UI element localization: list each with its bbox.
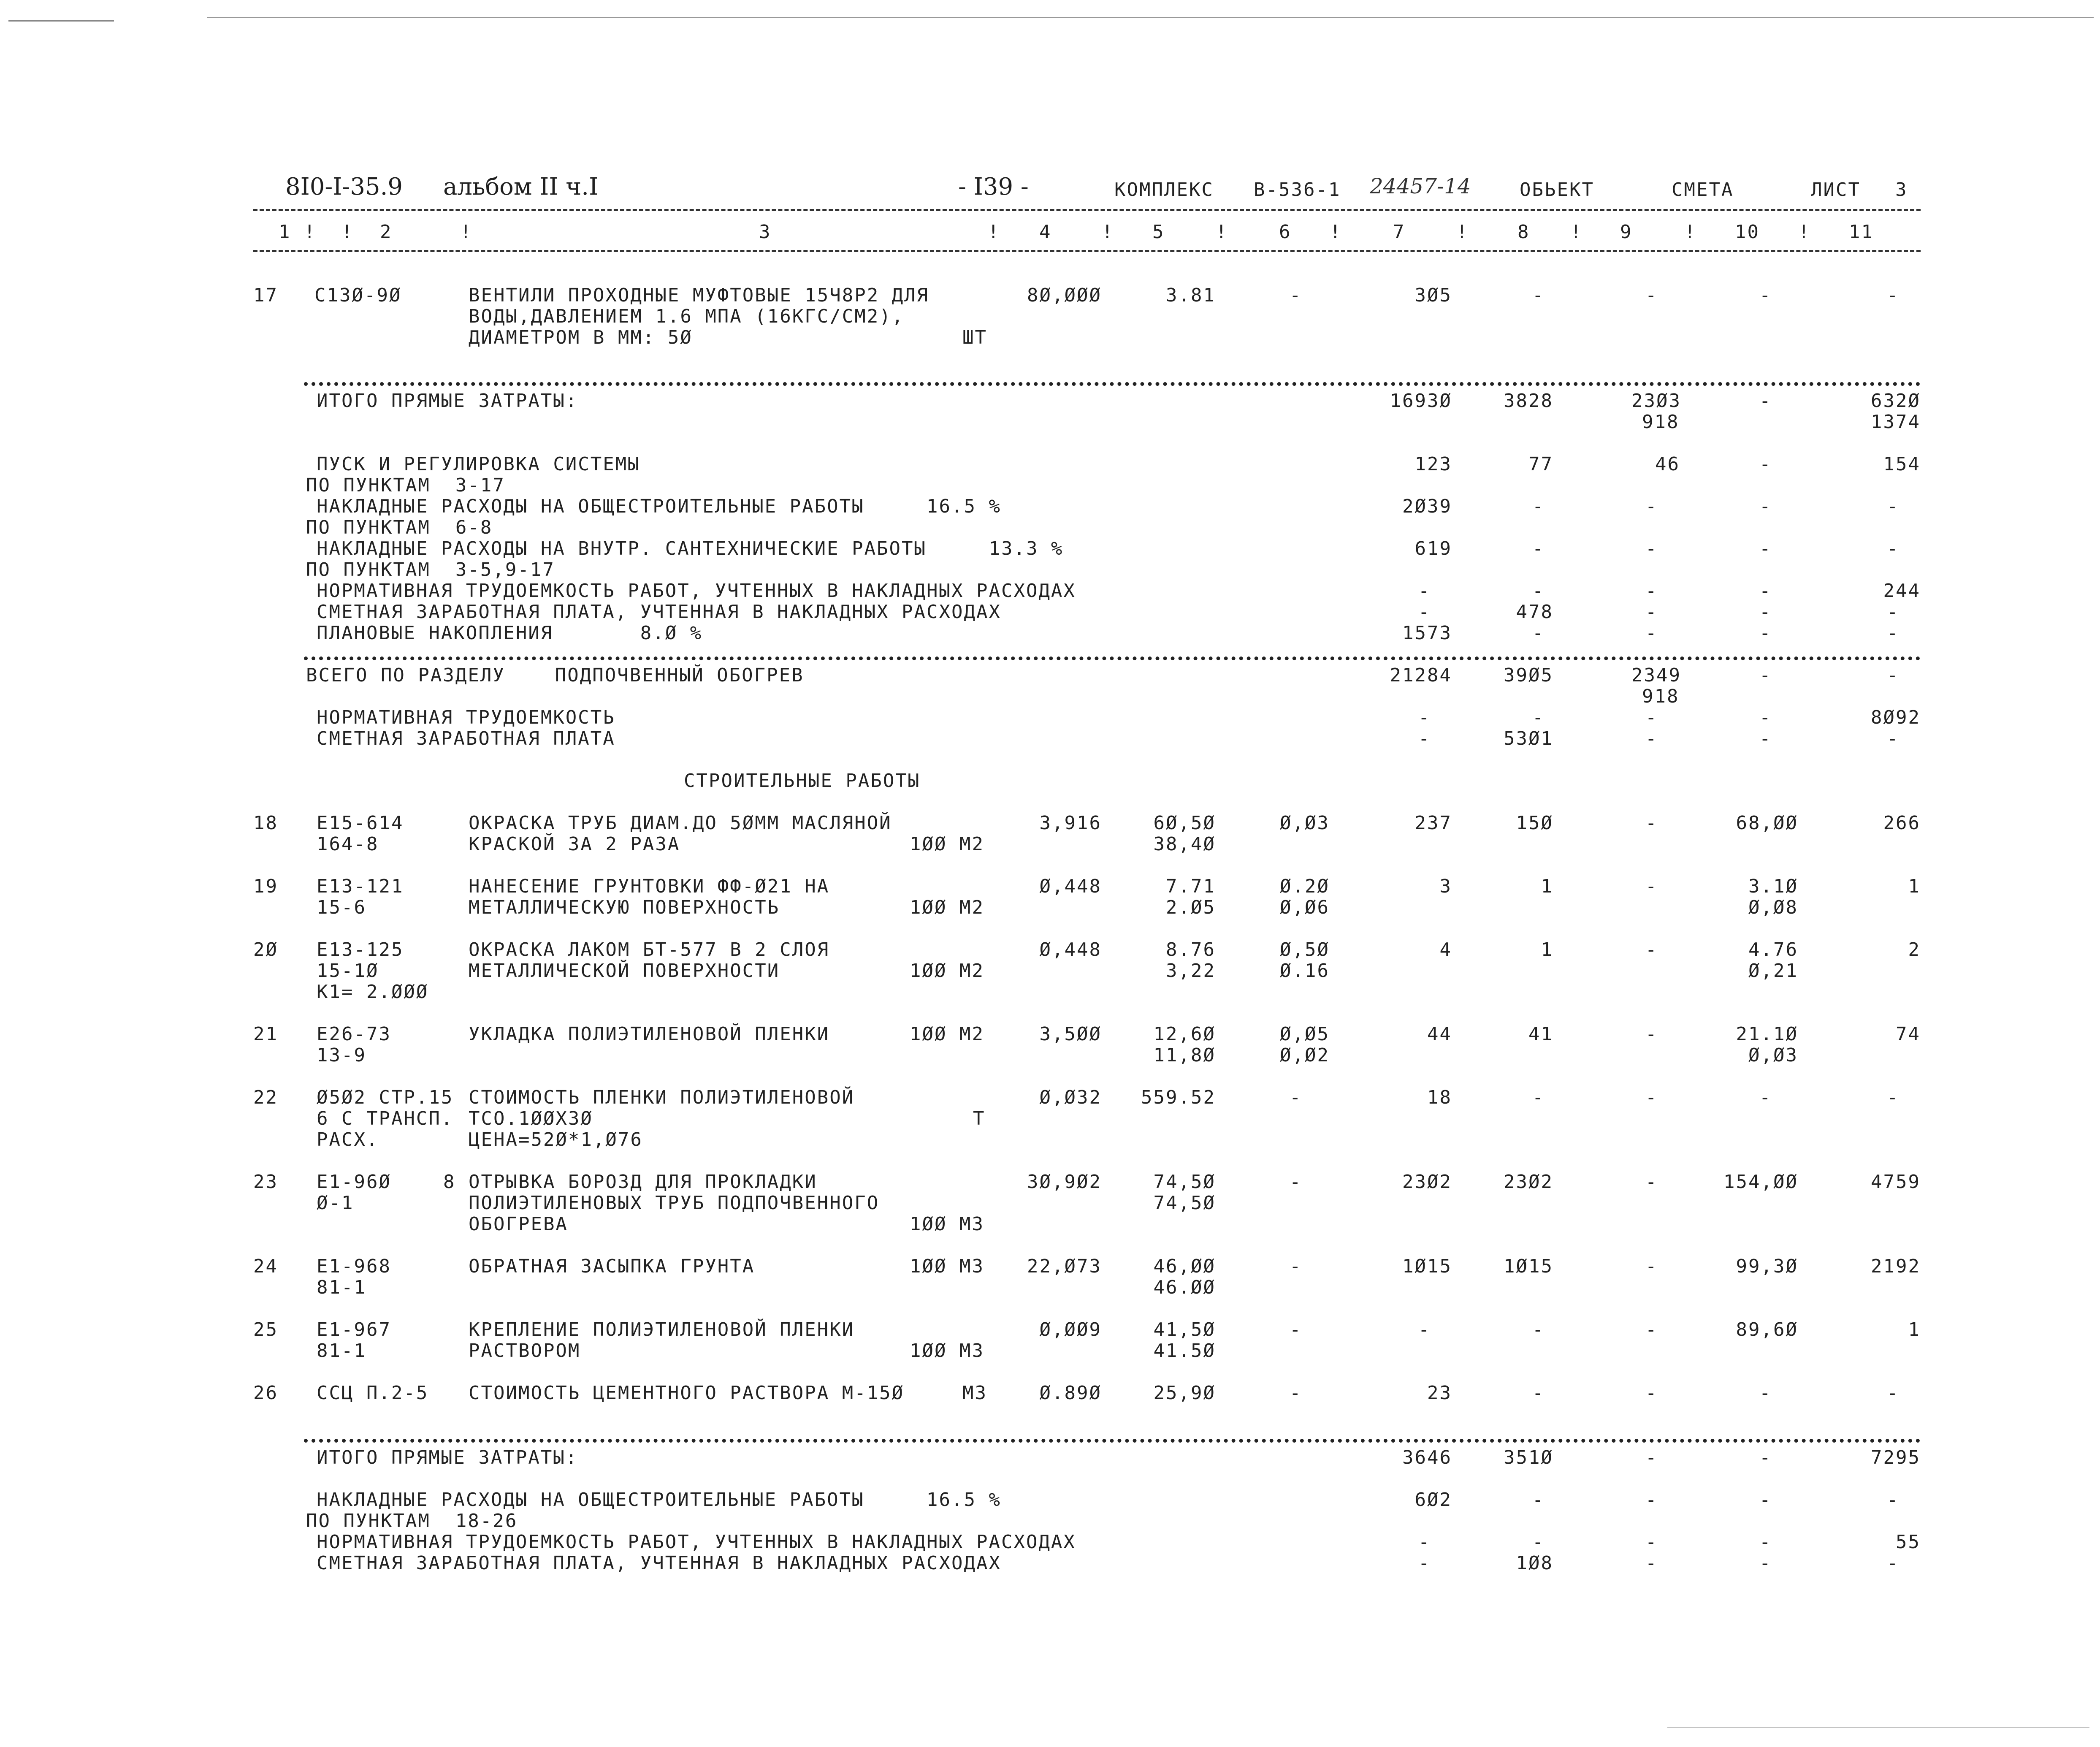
section-total-c9-sub: 918 — [1642, 686, 1680, 707]
row-c5: 559.52 — [1141, 1087, 1216, 1108]
dotted-rule — [304, 1439, 1921, 1443]
row-c5: 6Ø,5Ø — [1153, 812, 1216, 834]
row-c8: 15Ø — [1516, 812, 1553, 834]
overhead-c10: - — [1759, 1552, 1772, 1574]
overhead-c9: - — [1645, 622, 1658, 644]
dotted-rule — [304, 382, 1921, 386]
row-c5: 8.76 — [1166, 939, 1216, 960]
row-c5: 3,22 — [1166, 960, 1216, 982]
row-code: 6 С ТРАНСП. — [317, 1108, 454, 1129]
row-desc: МЕТАЛЛИЧЕСКОЙ ПОВЕРХНОСТИ — [469, 960, 780, 982]
col-sep: ! — [1798, 221, 1811, 243]
row-c8: - — [1532, 1382, 1545, 1404]
col-sep: ! — [1216, 221, 1228, 243]
row-code: Е15-614 — [317, 812, 404, 834]
row-c5: 25,9Ø — [1153, 1382, 1216, 1404]
row-code: С13Ø-9Ø — [314, 285, 402, 306]
row-code: 15-1Ø — [317, 960, 379, 982]
row-c10: 68,ØØ — [1736, 812, 1798, 834]
overhead-c11: 55 — [1896, 1531, 1921, 1553]
dotted-rule — [304, 656, 1921, 660]
overhead-label: СМЕТНАЯ ЗАРАБОТНАЯ ПЛАТА, УЧТЕННАЯ В НАКЛАДНЫХ РАСХОДАХ — [317, 1552, 1001, 1574]
section-norm-c9: - — [1645, 707, 1658, 728]
header-rule — [253, 209, 1921, 211]
row-c5: 74,5Ø — [1153, 1192, 1216, 1214]
row-c6: - — [1290, 1256, 1302, 1277]
overhead-c8: - — [1532, 580, 1545, 602]
overhead-c7: 619 — [1414, 538, 1452, 559]
row-c7: 44 — [1427, 1023, 1452, 1045]
row-c10: 99,3Ø — [1736, 1256, 1798, 1277]
overhead-c10: - — [1759, 622, 1772, 644]
row-c6: Ø,Ø6 — [1280, 897, 1330, 918]
row-c4: Ø.89Ø — [1039, 1382, 1102, 1404]
col-num-8: 8 — [1517, 221, 1530, 243]
row-c6: - — [1290, 1171, 1302, 1193]
row-number: 18 — [253, 812, 278, 834]
row-c9: - — [1645, 1087, 1658, 1108]
row-unit: ШТ — [962, 327, 987, 348]
row-c5: 41,5Ø — [1153, 1319, 1216, 1340]
overhead-label: НАКЛАДНЫЕ РАСХОДЫ НА ОБЩЕСТРОИТЕЛЬНЫЕ РАБОТЫ 16.5 % — [317, 1489, 1001, 1511]
row-c6: Ø.2Ø — [1280, 876, 1330, 897]
overhead-c10: - — [1759, 538, 1772, 559]
row-unit: 1ØØ М3 — [910, 1256, 984, 1277]
summary-label: ИТОГО ПРЯМЫЕ ЗАТРАТЫ: — [317, 1447, 578, 1468]
overhead-c7: - — [1418, 1552, 1431, 1574]
overhead-label: СМЕТНАЯ ЗАРАБОТНАЯ ПЛАТА, УЧТЕННАЯ В НАКЛАДНЫХ РАСХОДАХ — [317, 601, 1001, 623]
col-num-2: 2 — [380, 221, 393, 243]
row-c6: - — [1290, 1319, 1302, 1340]
overhead-c8: 1Ø8 — [1516, 1552, 1553, 1574]
row-c5: 41.5Ø — [1153, 1340, 1216, 1362]
row-unit: 1ØØ М3 — [910, 1340, 984, 1362]
row-c10: Ø,21 — [1748, 960, 1798, 982]
overhead-sub: ПО ПУНКТАМ 6-8 — [306, 517, 493, 538]
summary-c8: 3828 — [1504, 390, 1553, 412]
col-num-9: 9 — [1620, 221, 1633, 243]
col-num-6: 6 — [1279, 221, 1292, 243]
overhead-c11: - — [1887, 538, 1899, 559]
scan-edge-line — [207, 17, 2094, 18]
overhead-c8: - — [1532, 1489, 1545, 1511]
row-c4: 3,5ØØ — [1039, 1023, 1102, 1045]
row-desc: ОКРАСКА ТРУБ ДИАМ.ДО 5ØММ МАСЛЯНОЙ — [469, 812, 892, 834]
row-c5: 12,6Ø — [1153, 1023, 1216, 1045]
row-desc: КРЕПЛЕНИЕ ПОЛИЭТИЛЕНОВОЙ ПЛЕНКИ — [469, 1319, 855, 1340]
overhead-c10: - — [1759, 453, 1772, 475]
overhead-c10: - — [1759, 601, 1772, 623]
overhead-c9: - — [1645, 1489, 1658, 1511]
row-desc: ТСО.1ØØХ3Ø — [469, 1108, 593, 1129]
row-unit: Т — [973, 1108, 986, 1129]
row-c10: 21.1Ø — [1736, 1023, 1798, 1045]
row-desc: РАСТВОРОМ — [469, 1340, 581, 1362]
row-code: Е13-121 — [317, 876, 404, 897]
row-c7: 23Ø2 — [1402, 1171, 1452, 1193]
row-number: 25 — [253, 1319, 278, 1340]
col-sep: ! — [460, 221, 473, 243]
overhead-c8: - — [1532, 622, 1545, 644]
row-c9: - — [1645, 876, 1658, 897]
section-total-c7: 21284 — [1390, 665, 1452, 686]
column-header-rule — [253, 250, 1921, 252]
row-c10: Ø,Ø3 — [1748, 1044, 1798, 1066]
overhead-c10: - — [1759, 1489, 1772, 1511]
row-c7: 3 — [1439, 876, 1452, 897]
section-total-label: ВСЕГО ПО РАЗДЕЛУ ПОДПОЧВЕННЫЙ ОБОГРЕВ — [306, 665, 804, 686]
row-c7: 1Ø15 — [1402, 1256, 1452, 1277]
row-c10: 4.76 — [1748, 939, 1798, 960]
row-desc: ВЕНТИЛИ ПРОХОДНЫЕ МУФТОВЫЕ 15Ч8Р2 ДЛЯ — [469, 285, 929, 306]
row-code: Ø5Ø2 СТР.15 — [317, 1087, 454, 1108]
row-c9: - — [1645, 812, 1658, 834]
row-c6: Ø,5Ø — [1280, 939, 1330, 960]
row-code: Е26-73 — [317, 1023, 391, 1045]
object-label: ОБЬЕКТ — [1520, 179, 1594, 201]
row-desc: ПОЛИЭТИЛЕНОВЫХ ТРУБ ПОДПОЧВЕННОГО — [469, 1192, 880, 1214]
handwritten-number: 24457-14 — [1370, 174, 1471, 198]
list-label: ЛИСТ — [1811, 179, 1861, 201]
row-c5: 74,5Ø — [1153, 1171, 1216, 1193]
overhead-label: НОРМАТИВНАЯ ТРУДОЕМКОСТЬ РАБОТ, УЧТЕННЫХ В НАКЛАДНЫХ РАСХОДАХ — [317, 1531, 1076, 1553]
row-c11: 1 — [1908, 1319, 1921, 1340]
row-c11: 4759 — [1871, 1171, 1921, 1193]
summary-c10: - — [1759, 390, 1772, 412]
row-c4: 3Ø,9Ø2 — [1027, 1171, 1102, 1193]
row-c9: - — [1645, 1171, 1658, 1193]
row-c8: 23Ø2 — [1504, 1171, 1553, 1193]
row-c6: Ø,Ø3 — [1280, 812, 1330, 834]
row-c9: - — [1645, 1382, 1658, 1404]
row-c10: 3.1Ø — [1748, 876, 1798, 897]
row-unit: 1ØØ М2 — [910, 833, 984, 855]
row-c9: - — [1645, 285, 1658, 306]
row-c11: - — [1887, 285, 1899, 306]
summary-c7: 1693Ø — [1390, 390, 1452, 412]
row-desc: ОКРАСКА ЛАКОМ БТ-577 В 2 СЛОЯ — [469, 939, 830, 960]
scan-edge-line-bottom — [1667, 1727, 2089, 1728]
row-c11: 266 — [1883, 812, 1921, 834]
row-code: 164-8 — [317, 833, 379, 855]
row-c9: - — [1645, 939, 1658, 960]
complex-label: КОМПЛЕКС — [1114, 179, 1214, 201]
row-desc: ОБОГРЕВА — [469, 1213, 568, 1235]
overhead-c8: 478 — [1516, 601, 1553, 623]
row-desc: ДИАМЕТРОМ В ММ: 5Ø — [469, 327, 693, 348]
col-sep: ! ! — [304, 221, 354, 243]
overhead-label: НАКЛАДНЫЕ РАСХОДЫ НА ВНУТР. САНТЕХНИЧЕСКИЕ РАБОТЫ 13.3 % — [317, 538, 1064, 559]
summary-c11: 7295 — [1871, 1447, 1921, 1468]
row-desc: КРАСКОЙ ЗА 2 РАЗА — [469, 833, 680, 855]
row-c8: 1 — [1541, 939, 1553, 960]
overhead-c10: - — [1759, 1531, 1772, 1553]
summary-c9: - — [1645, 1447, 1658, 1468]
row-c8: - — [1532, 285, 1545, 306]
overhead-c9: - — [1645, 580, 1658, 602]
row-c10: 154,ØØ — [1723, 1171, 1798, 1193]
row-desc: ОБРАТНАЯ ЗАСЫПКА ГРУНТА — [469, 1256, 755, 1277]
row-c6: Ø,Ø2 — [1280, 1044, 1330, 1066]
overhead-c7: - — [1418, 1531, 1431, 1553]
row-c8: 41 — [1528, 1023, 1553, 1045]
row-desc: СТОИМОСТЬ ПЛЕНКИ ПОЛИЭТИЛЕНОВОЙ — [469, 1087, 855, 1108]
row-unit: 1ØØ М2 — [910, 960, 984, 982]
scan-speck — [8, 20, 114, 22]
row-code: РАСХ. — [317, 1129, 379, 1150]
row-c10: Ø,Ø8 — [1748, 897, 1798, 918]
doc-code: 8I0-I-35.9 — [285, 173, 403, 201]
summary-c11-sub: 1374 — [1871, 411, 1921, 433]
col-sep: ! — [1684, 221, 1697, 243]
row-c5: 46,ØØ — [1153, 1256, 1216, 1277]
row-c6: - — [1290, 1087, 1302, 1108]
row-c10: - — [1759, 1087, 1772, 1108]
overhead-c11: - — [1887, 496, 1899, 517]
row-code: К1= 2.ØØØ — [317, 981, 429, 1003]
row-c7: 237 — [1414, 812, 1452, 834]
overhead-c7: - — [1418, 580, 1431, 602]
row-c5: 3.81 — [1166, 285, 1216, 306]
overhead-c7: - — [1418, 601, 1431, 623]
overhead-label: ПУСК И РЕГУЛИРОВКА СИСТЕМЫ — [317, 453, 640, 475]
row-c10: 89,6Ø — [1736, 1319, 1798, 1340]
overhead-label: НАКЛАДНЫЕ РАСХОДЫ НА ОБЩЕСТРОИТЕЛЬНЫЕ РАБОТЫ 16.5 % — [317, 496, 1001, 517]
overhead-sub: ПО ПУНКТАМ 3-17 — [306, 475, 505, 496]
row-desc: МЕТАЛЛИЧЕСКУЮ ПОВЕРХНОСТЬ — [469, 897, 780, 918]
row-c7: 3Ø5 — [1414, 285, 1452, 306]
summary-label: ИТОГО ПРЯМЫЕ ЗАТРАТЫ: — [317, 390, 578, 412]
summary-c9-sub: 918 — [1642, 411, 1680, 433]
row-c5: 7.71 — [1166, 876, 1216, 897]
album-label: альбом II ч.I — [443, 173, 599, 201]
complex-code: В-536-1 — [1254, 179, 1341, 201]
overhead-c8: 77 — [1528, 453, 1553, 475]
overhead-c9: - — [1645, 496, 1658, 517]
row-c4: Ø,Ø32 — [1039, 1087, 1102, 1108]
row-c5: 11,8Ø — [1153, 1044, 1216, 1066]
row-c4: 3,916 — [1039, 812, 1102, 834]
col-num-4: 4 — [1039, 221, 1052, 243]
row-c8: 1 — [1541, 876, 1553, 897]
overhead-c11: - — [1887, 1552, 1899, 1574]
row-c7: 23 — [1427, 1382, 1452, 1404]
row-desc: ЦЕНА=52Ø*1,Ø76 — [469, 1129, 643, 1150]
row-desc: ВОДЫ,ДАВЛЕНИЕМ 1.6 МПА (16КГС/СМ2), — [469, 306, 905, 327]
section-norm-c8: 53Ø1 — [1504, 728, 1553, 749]
overhead-c10: - — [1759, 580, 1772, 602]
row-c4: Ø,448 — [1039, 939, 1102, 960]
row-desc: УКЛАДКА ПОЛИЭТИЛЕНОВОЙ ПЛЕНКИ — [469, 1023, 830, 1045]
row-c6: - — [1290, 1382, 1302, 1404]
row-code: Е1-96Ø — [317, 1171, 391, 1193]
section-norm-c11: - — [1887, 728, 1899, 749]
row-c11: 1 — [1908, 876, 1921, 897]
section-norm-c9: - — [1645, 728, 1658, 749]
row-c7: 4 — [1439, 939, 1452, 960]
overhead-c9: 46 — [1655, 453, 1680, 475]
overhead-sub: ПО ПУНКТАМ 3-5,9-17 — [306, 559, 555, 581]
row-c5: 46.ØØ — [1153, 1277, 1216, 1298]
overhead-c7: 123 — [1414, 453, 1452, 475]
overhead-c11: - — [1887, 622, 1899, 644]
row-code: 81-1 — [317, 1277, 366, 1298]
summary-c11: 632Ø — [1871, 390, 1921, 412]
col-num-11: 11 — [1849, 221, 1874, 243]
row-c11: 2 — [1908, 939, 1921, 960]
row-c10: - — [1759, 1382, 1772, 1404]
row-c9: - — [1645, 1023, 1658, 1045]
row-code: Е1-968 — [317, 1256, 391, 1277]
section-norm-c7: - — [1418, 707, 1431, 728]
row-unit: М3 — [962, 1382, 987, 1404]
overhead-c9: - — [1645, 601, 1658, 623]
page-number: - I39 - — [958, 173, 1029, 201]
overhead-c8: - — [1532, 496, 1545, 517]
row-desc: ОТРЫВКА БОРОЗД ДЛЯ ПРОКЛАДКИ — [469, 1171, 817, 1193]
col-num-5: 5 — [1152, 221, 1165, 243]
row-number: 2Ø — [253, 939, 278, 960]
col-sep: ! — [1570, 221, 1583, 243]
row-code-extra: 8 — [443, 1171, 456, 1193]
overhead-c7: 6Ø2 — [1414, 1489, 1452, 1511]
section-total-c11: - — [1887, 665, 1899, 686]
row-code: Е13-125 — [317, 939, 404, 960]
section-norm-c10: - — [1759, 707, 1772, 728]
overhead-label: ПЛАНОВЫЕ НАКОПЛЕНИЯ 8.Ø % — [317, 622, 703, 644]
overhead-c10: - — [1759, 496, 1772, 517]
row-c8: - — [1532, 1319, 1545, 1340]
col-sep: ! — [1330, 221, 1342, 243]
row-code: Ø-1 — [317, 1192, 354, 1214]
row-c9: - — [1645, 1256, 1658, 1277]
overhead-c9: - — [1645, 1552, 1658, 1574]
overhead-c11: - — [1887, 1489, 1899, 1511]
col-sep: ! — [1456, 221, 1469, 243]
row-c4: 22,Ø73 — [1027, 1256, 1102, 1277]
row-desc: СТОИМОСТЬ ЦЕМЕНТНОГО РАСТВОРА М-15Ø — [469, 1382, 905, 1404]
overhead-c11: 154 — [1883, 453, 1921, 475]
row-c9: - — [1645, 1319, 1658, 1340]
row-c11: 74 — [1896, 1023, 1921, 1045]
overhead-c11: 244 — [1883, 580, 1921, 602]
row-number: 19 — [253, 876, 278, 897]
summary-c7: 3646 — [1402, 1447, 1452, 1468]
section-title: СТРОИТЕЛЬНЫЕ РАБОТЫ — [684, 770, 921, 792]
overhead-c9: - — [1645, 1531, 1658, 1553]
section-norm-label: НОРМАТИВНАЯ ТРУДОЕМКОСТЬ — [317, 707, 615, 728]
overhead-label: НОРМАТИВНАЯ ТРУДОЕМКОСТЬ РАБОТ, УЧТЕННЫХ В НАКЛАДНЫХ РАСХОДАХ — [317, 580, 1076, 602]
row-code: 15-6 — [317, 897, 366, 918]
row-c4: Ø,448 — [1039, 876, 1102, 897]
row-c6: Ø.16 — [1280, 960, 1330, 982]
row-c7: - — [1418, 1319, 1431, 1340]
row-c8: - — [1532, 1087, 1545, 1108]
summary-c10: - — [1759, 1447, 1772, 1468]
row-code: 13-9 — [317, 1044, 366, 1066]
row-c4: Ø,ØØ9 — [1039, 1319, 1102, 1340]
overhead-c7: 1573 — [1402, 622, 1452, 644]
smeta-label: СМЕТА — [1672, 179, 1734, 201]
col-num-1: 1 — [279, 221, 291, 243]
row-c7: 18 — [1427, 1087, 1452, 1108]
overhead-c8: - — [1532, 1531, 1545, 1553]
row-number: 24 — [253, 1256, 278, 1277]
section-total-c8: 39Ø5 — [1504, 665, 1553, 686]
overhead-c7: 2Ø39 — [1402, 496, 1452, 517]
col-sep: ! — [1102, 221, 1114, 243]
row-number: 22 — [253, 1087, 278, 1108]
row-code: Е1-967 — [317, 1319, 391, 1340]
col-sep: ! — [988, 221, 1000, 243]
section-norm-c8: - — [1532, 707, 1545, 728]
row-code: 81-1 — [317, 1340, 366, 1362]
row-c11: - — [1887, 1382, 1899, 1404]
section-total-c10: - — [1759, 665, 1772, 686]
overhead-c8: - — [1532, 538, 1545, 559]
row-c6: - — [1290, 285, 1302, 306]
list-number: 3 — [1895, 179, 1908, 201]
row-c5: 2.Ø5 — [1166, 897, 1216, 918]
row-c8: 1Ø15 — [1504, 1256, 1553, 1277]
row-desc: НАНЕСЕНИЕ ГРУНТОВКИ ФФ-Ø21 НА — [469, 876, 830, 897]
section-norm-c10: - — [1759, 728, 1772, 749]
row-c4: 8Ø,ØØØ — [1027, 285, 1102, 306]
section-norm-c7: - — [1418, 728, 1431, 749]
row-c11: 2192 — [1871, 1256, 1921, 1277]
section-norm-label: СМЕТНАЯ ЗАРАБОТНАЯ ПЛАТА — [317, 728, 615, 749]
row-c11: - — [1887, 1087, 1899, 1108]
row-c6: Ø,Ø5 — [1280, 1023, 1330, 1045]
row-number: 23 — [253, 1171, 278, 1193]
row-c5: 38,4Ø — [1153, 833, 1216, 855]
col-num-7: 7 — [1393, 221, 1406, 243]
overhead-c9: - — [1645, 538, 1658, 559]
section-total-c9: 2349 — [1631, 665, 1681, 686]
row-code: ССЦ П.2-5 — [317, 1382, 429, 1404]
overhead-sub: ПО ПУНКТАМ 18-26 — [306, 1510, 518, 1532]
row-unit: 1ØØ М2 — [910, 897, 984, 918]
summary-c9: 23Ø3 — [1631, 390, 1681, 412]
row-number: 17 — [253, 285, 278, 306]
row-unit: 1ØØ М3 — [910, 1213, 984, 1235]
section-norm-c11: 8Ø92 — [1871, 707, 1921, 728]
overhead-c11: - — [1887, 601, 1899, 623]
summary-c8: 351Ø — [1504, 1447, 1553, 1468]
row-number: 26 — [253, 1382, 278, 1404]
col-num-3: 3 — [759, 221, 772, 243]
row-c10: - — [1759, 285, 1772, 306]
row-unit: 1ØØ М2 — [910, 1023, 984, 1045]
row-number: 21 — [253, 1023, 278, 1045]
col-num-10: 10 — [1735, 221, 1760, 243]
